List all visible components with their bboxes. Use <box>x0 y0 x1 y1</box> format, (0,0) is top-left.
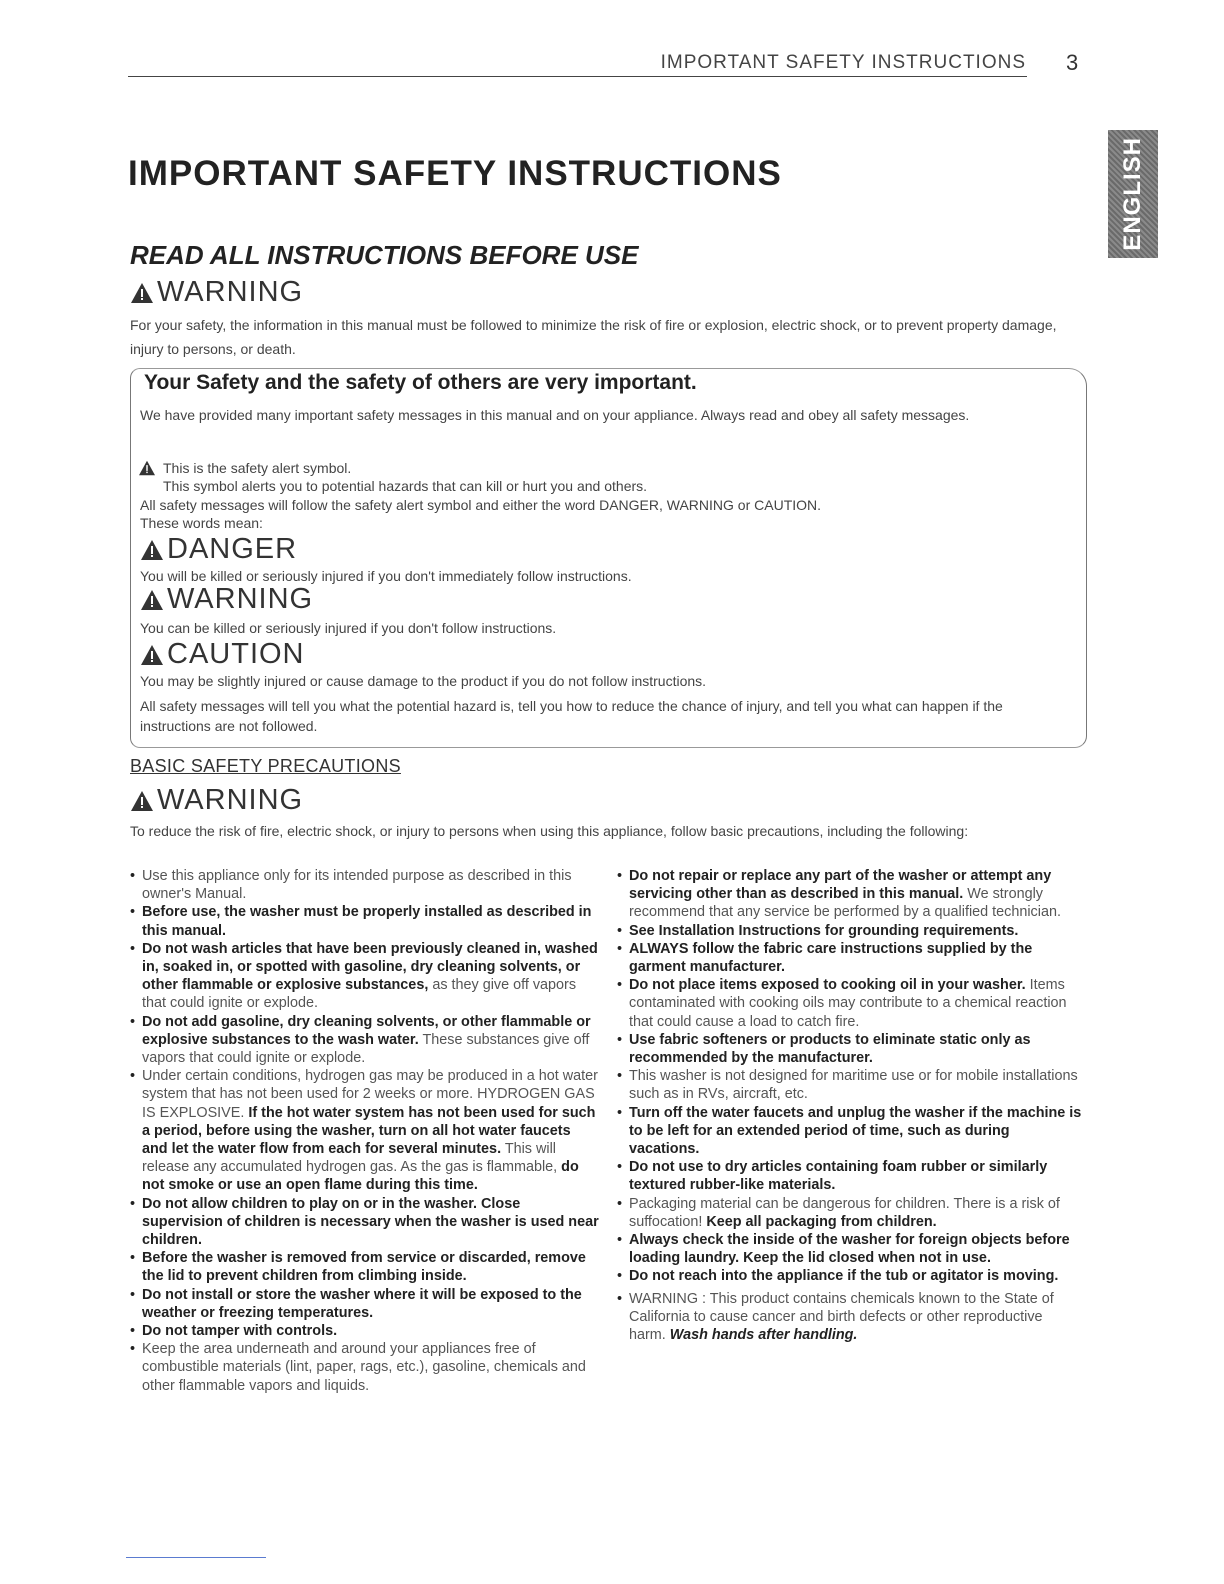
list-item: • Always check the inside of the washer for foreign objects before loading laundry. Keep the lid closed when not in use. <box>617 1231 1082 1267</box>
left-precautions-list <box>130 867 600 1395</box>
alert-triangle-icon <box>140 539 164 561</box>
list-item: • Keep the area underneath and around your appliances free of combustible materials (lint, paper, rags, etc.), gasoline, chemicals and other flammable vapors and liquids. <box>130 1340 600 1395</box>
list-item: • Do not wash articles that have been previously cleaned in, washed in, soaked in, or spotted with gasoline, dry cleaning solvents, or other flammable or explosive substances, as they give off vapors that could ignite or explode. <box>130 940 600 1013</box>
running-header: IMPORTANT SAFETY INSTRUCTIONS <box>660 52 1026 73</box>
warning-label: WARNING <box>157 276 304 308</box>
list-item: • Before use, the washer must be properly installed as described in this manual. <box>130 903 600 939</box>
danger-text: You will be killed or seriously injured if you don't immediately follow instructions. <box>140 568 632 584</box>
section-subtitle: READ ALL INSTRUCTIONS BEFORE USE <box>130 240 639 270</box>
prop65-warning: • WARNING : This product contains chemicals known to the State of California to cause cancer and birth defects or other reproductive harm. Wash hands after handling. <box>617 1290 1082 1345</box>
list-item: • ALWAYS follow the fabric care instructions supplied by the garment manufacturer. <box>617 940 1082 976</box>
alert-triangle-icon <box>140 589 164 611</box>
list-item: • Turn off the water faucets and unplug the washer if the machine is to be left for an extended period of time, such as during vacations. <box>617 1104 1082 1159</box>
alert-triangle-icon <box>130 282 154 304</box>
caution-signal <box>140 638 305 671</box>
symbol-line-2: This symbol alerts you to potential hazards that can kill or hurt you and others. <box>163 478 648 494</box>
safety-box-intro: We have provided many important safety messages in this manual and on your appliance. Always read and obey all safety messages. <box>140 407 970 423</box>
warning-level-text: You can be killed or seriously injured if you don't follow instructions. <box>140 620 557 636</box>
list-item: • Use this appliance only for its intended purpose as described in this owner's Manual. <box>130 867 600 903</box>
header-divider <box>128 76 1027 77</box>
list-item: • Before the washer is removed from service or discarded, remove the lid to prevent children from climbing inside. <box>130 1249 600 1285</box>
list-item: • Do not reach into the appliance if the tub or agitator is moving. <box>617 1267 1082 1285</box>
page-title: IMPORTANT SAFETY INSTRUCTIONS <box>128 154 782 193</box>
warning-label: WARNING <box>167 583 314 615</box>
caution-text: You may be slightly injured or cause damage to the product if you do not follow instructions. <box>140 673 707 689</box>
symbol-line-1: This is the safety alert symbol. <box>163 460 352 476</box>
basic-intro: To reduce the risk of fire, electric shock, or injury to persons when using this appliance, follow basic precautions, including the following: <box>130 823 969 839</box>
list-item: • Do not place items exposed to cooking oil in your washer. Items contaminated with cooking oils may contribute to a chemical reaction that could cause a load to catch fire. <box>617 976 1082 1031</box>
warning-text: For your safety, the information in this manual must be followed to minimize the risk of fire or explosion, electric shock, or to prevent property damage, injury to persons, or death. <box>130 317 1057 357</box>
alert-triangle-icon <box>130 790 154 812</box>
language-tab-label: ENGLISH <box>1119 137 1146 251</box>
warning-signal-1 <box>130 276 303 309</box>
caution-label: CAUTION <box>167 638 305 670</box>
follow-line: All safety messages will follow the safety alert symbol and either the word DANGER, WARNING or CAUTION. <box>140 497 822 513</box>
list-item: • Do not add gasoline, dry cleaning solvents, or other flammable or explosive substances to the wash water. These substances give off vapors that could ignite or explode. <box>130 1013 600 1068</box>
list-item: • This washer is not designed for maritime use or for mobile installations such as in RVs, aircraft, etc. <box>617 1067 1082 1103</box>
language-tab[interactable] <box>1108 130 1158 258</box>
warning-label: WARNING <box>157 784 304 816</box>
danger-signal <box>140 533 297 566</box>
list-item: • Do not repair or replace any part of the washer or attempt any servicing other than as described in this manual. We strongly recommend that any service be performed by a qualified technician. <box>617 867 1082 922</box>
list-item: • Packaging material can be dangerous for children. There is a risk of suffocation! Keep all packaging from children. <box>617 1195 1082 1231</box>
list-item: • See Installation Instructions for grounding requirements. <box>617 922 1082 940</box>
list-item: • Under certain conditions, hydrogen gas may be produced in a hot water system that has not been used for 2 weeks or more. HYDROGEN GAS IS EXPLOSIVE. If the hot water system has not been used for such a period, before using the washer, turn on all hot water faucets and let the water flow from each for several minutes. This will release any accumulated hydrogen gas. As the gas is flammable, do not smoke or use an open flame during this time. <box>130 1067 600 1194</box>
warning-signal-3 <box>130 784 303 817</box>
alert-triangle-icon <box>138 460 156 476</box>
list-item: • Use fabric softeners or products to eliminate static only as recommended by the manufacturer. <box>617 1031 1082 1067</box>
safety-box-closing: All safety messages will tell you what the potential hazard is, tell you how to reduce the chance of injury, and tell you what can happen if the instructions are not followed. <box>140 698 1003 734</box>
safety-box-title: Your Safety and the safety of others are very important. <box>144 371 697 394</box>
safety-alert-symbol <box>138 460 159 481</box>
list-item: • Do not install or store the washer where it will be exposed to the weather or freezing temperatures. <box>130 1286 600 1322</box>
danger-label: DANGER <box>167 533 298 565</box>
means-line: These words mean: <box>140 515 263 531</box>
footer-rule <box>126 1557 266 1558</box>
right-precautions-list <box>617 867 1082 1344</box>
alert-triangle-icon <box>140 644 164 666</box>
list-item: • Do not use to dry articles containing foam rubber or similarly textured rubber-like materials. <box>617 1158 1082 1194</box>
list-item: • Do not allow children to play on or in the washer. Close supervision of children is necessary when the washer is used near children. <box>130 1195 600 1250</box>
page-number: 3 <box>1066 50 1079 75</box>
warning-signal-2 <box>140 583 313 616</box>
basic-precautions-heading: BASIC SAFETY PRECAUTIONS <box>130 756 401 776</box>
list-item: • Do not tamper with controls. <box>130 1322 600 1340</box>
